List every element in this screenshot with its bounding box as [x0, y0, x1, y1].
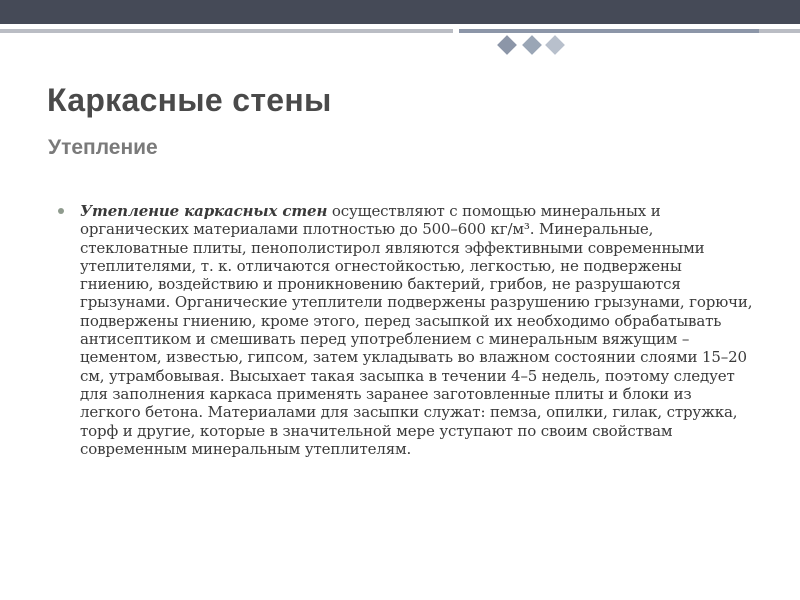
diamond-ornament-icon — [545, 35, 565, 55]
content-list — [55, 202, 755, 458]
slide-title: Каркасные стены — [47, 82, 332, 118]
accent-line — [459, 29, 759, 33]
diamond-ornament-icon — [522, 35, 542, 55]
top-decorative-band — [0, 0, 800, 24]
diamond-ornament-icon — [497, 35, 517, 55]
list-item — [55, 202, 755, 458]
slide-subtitle: Утепление — [48, 136, 158, 159]
bold-lead-text: Утепление каркасных стен — [80, 202, 328, 220]
bullet-icon — [58, 208, 64, 214]
body-text: осуществляют с помощью минеральных и органических материалами плотностью до 500–600 кг/м³. Минеральные, стекловатные плиты, пенополистирол являются эффективными современными утеплителями, т. к. отличаются огнестойкостью, легкостью, не подвержены гниению, воздействию и проникновению бактерий, грибов, не разрушаются грызунами. Органические утеплители подвержены разрушению грызунами, горючи, подвержены гниению, кроме этого, перед засыпкой их необходимо обрабатывать антисептиком и смешивать перед употреблением с минеральным вяжущим – цементом, известью, гипсом, затем укладывать во влажном состоянии слоями 15–20 см, утрамбовывая. Высыхает такая засыпка в течении 4–5 недель, поэтому следует для заполнения каркаса применять заранее заготовленные плиты и блоки из легкого бетона. Материалами для засыпки служат: пемза, опилки, гилак, стружка, торф и другие, которые в значительной мере уступают по своим свойствам современным минеральным утеплителям. — [80, 202, 753, 458]
